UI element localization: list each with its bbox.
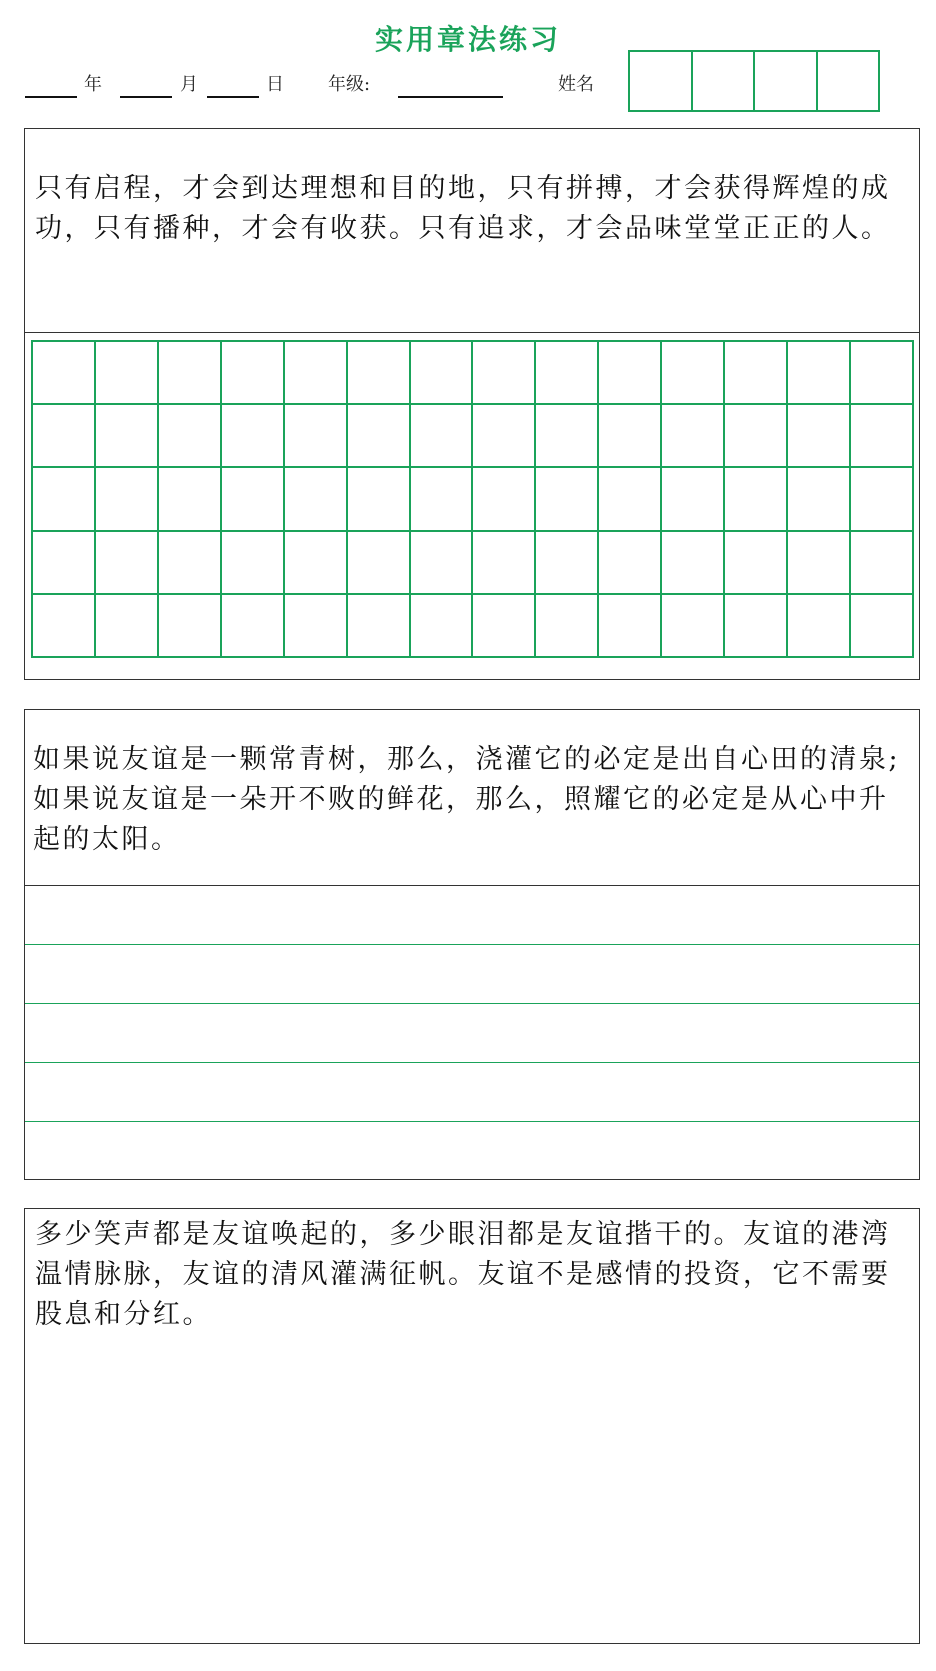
name-box[interactable]	[630, 52, 693, 110]
grid-cell[interactable]	[536, 405, 599, 468]
grid-cell[interactable]	[411, 595, 474, 658]
grid-cell[interactable]	[851, 595, 914, 658]
grid-cell[interactable]	[411, 342, 474, 405]
grid-cell[interactable]	[536, 595, 599, 658]
grid-cell[interactable]	[851, 405, 914, 468]
writing-grid	[31, 340, 914, 658]
grid-cell[interactable]	[725, 342, 788, 405]
grid-cell[interactable]	[788, 342, 851, 405]
grid-cell[interactable]	[159, 405, 222, 468]
grid-cell[interactable]	[536, 342, 599, 405]
grid-cell[interactable]	[96, 595, 159, 658]
grid-cell[interactable]	[33, 468, 96, 531]
section-free	[24, 1208, 920, 1644]
writing-line[interactable]	[25, 1121, 919, 1122]
grid-cell[interactable]	[662, 342, 725, 405]
grid-cell[interactable]	[599, 342, 662, 405]
grid-cell[interactable]	[851, 468, 914, 531]
grid-cell[interactable]	[348, 595, 411, 658]
grid-cell[interactable]	[788, 532, 851, 595]
page-title: 实用章法练习	[374, 23, 561, 56]
year-blank[interactable]	[25, 96, 77, 98]
grid-cell[interactable]	[96, 468, 159, 531]
name-box[interactable]	[693, 52, 756, 110]
grid-cell[interactable]	[222, 595, 285, 658]
grid-cell[interactable]	[536, 532, 599, 595]
grid-cell[interactable]	[662, 405, 725, 468]
name-boxes	[628, 50, 880, 112]
grid-cell[interactable]	[473, 532, 536, 595]
grid-cell[interactable]	[33, 595, 96, 658]
name-label: 姓名	[558, 74, 594, 95]
grid-cell[interactable]	[348, 342, 411, 405]
grid-cell[interactable]	[662, 468, 725, 531]
grid-cell[interactable]	[788, 595, 851, 658]
grid-cell[interactable]	[222, 532, 285, 595]
section-lines	[24, 709, 920, 1180]
grid-cell[interactable]	[725, 405, 788, 468]
grid-cell[interactable]	[222, 468, 285, 531]
grade-blank[interactable]	[398, 96, 503, 98]
grid-cell[interactable]	[411, 405, 474, 468]
grid-cell[interactable]	[411, 468, 474, 531]
grid-cell[interactable]	[725, 532, 788, 595]
grid-cell[interactable]	[725, 595, 788, 658]
grid-cell[interactable]	[411, 532, 474, 595]
name-box[interactable]	[755, 52, 818, 110]
grid-cell[interactable]	[662, 595, 725, 658]
grid-cell[interactable]	[222, 342, 285, 405]
grid-cell[interactable]	[159, 595, 222, 658]
grid-cell[interactable]	[536, 468, 599, 531]
grid-cell[interactable]	[159, 532, 222, 595]
grid-cell[interactable]	[285, 532, 348, 595]
grade-label: 年级:	[328, 74, 371, 95]
grid-cell[interactable]	[348, 532, 411, 595]
grid-cell[interactable]	[159, 342, 222, 405]
name-box[interactable]	[818, 52, 879, 110]
grid-cell[interactable]	[788, 405, 851, 468]
day-blank[interactable]	[207, 96, 259, 98]
grid-cell[interactable]	[851, 532, 914, 595]
grid-cell[interactable]	[599, 405, 662, 468]
writing-line[interactable]	[25, 1062, 919, 1063]
grid-cell[interactable]	[348, 468, 411, 531]
free-writing-area[interactable]	[25, 1349, 919, 1643]
grid-cell[interactable]	[473, 342, 536, 405]
grid-cell[interactable]	[473, 405, 536, 468]
grid-cell[interactable]	[96, 405, 159, 468]
grid-cell[interactable]	[473, 595, 536, 658]
grid-cell[interactable]	[222, 405, 285, 468]
grid-cell[interactable]	[285, 405, 348, 468]
grid-cell[interactable]	[285, 468, 348, 531]
grid-cell[interactable]	[159, 468, 222, 531]
grid-cell[interactable]	[662, 532, 725, 595]
passage-2: 如果说友谊是一颗常青树，那么，浇灌它的必定是出自心田的清泉;如果说友谊是一朵开不败的鲜花，那么，照耀它的必定是从心中升起的太阳。	[33, 744, 901, 855]
grid-cell[interactable]	[33, 405, 96, 468]
passage-3: 多少笑声都是友谊唤起的，多少眼泪都是友谊揩干的。友谊的港湾温情脉脉，友谊的清风灌满征帆。友谊不是感情的投资，它不需要股息和分红。	[35, 1219, 891, 1330]
writing-line[interactable]	[25, 1003, 919, 1004]
month-blank[interactable]	[120, 96, 172, 98]
month-label: 月	[180, 74, 198, 95]
grid-cell[interactable]	[96, 342, 159, 405]
grid-cell[interactable]	[725, 468, 788, 531]
grid-cell[interactable]	[348, 405, 411, 468]
grid-cell[interactable]	[851, 342, 914, 405]
grid-cell[interactable]	[473, 468, 536, 531]
day-label: 日	[266, 74, 284, 95]
grid-cell[interactable]	[96, 532, 159, 595]
section-divider	[25, 332, 919, 333]
grid-cell[interactable]	[599, 532, 662, 595]
grid-cell[interactable]	[33, 342, 96, 405]
grid-cell[interactable]	[599, 595, 662, 658]
grid-cell[interactable]	[285, 595, 348, 658]
grid-cell[interactable]	[599, 468, 662, 531]
passage-1: 只有启程，才会到达理想和目的地，只有拼搏，才会获得辉煌的成功，只有播种，才会有收获。只有追求，才会品味堂堂正正的人。	[35, 173, 891, 244]
section-divider	[25, 885, 919, 886]
year-label: 年	[84, 74, 102, 95]
grid-cell[interactable]	[33, 532, 96, 595]
grid-cell[interactable]	[285, 342, 348, 405]
writing-line[interactable]	[25, 944, 919, 945]
grid-cell[interactable]	[788, 468, 851, 531]
